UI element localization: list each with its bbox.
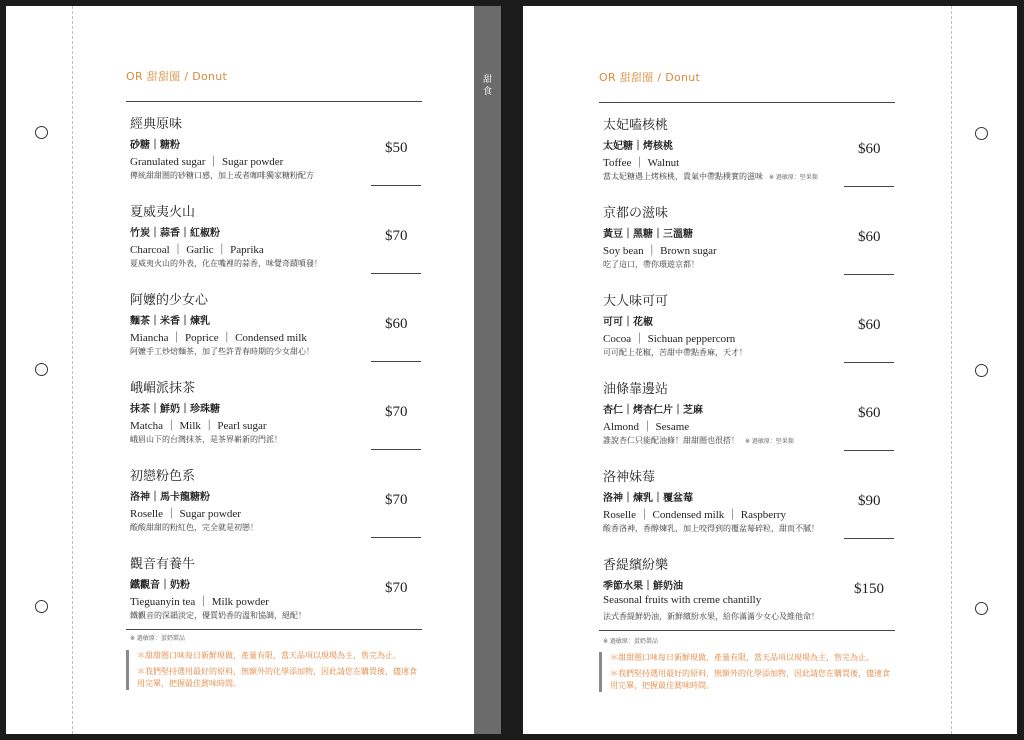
item-divider [844, 538, 894, 539]
item-ingredients: 季節水果｜鮮奶油 [603, 581, 683, 592]
item-english: Seasonal fruits with creme chantilly [603, 594, 762, 606]
item-name: 峨嵋派抹茶 [130, 381, 196, 396]
menu-item [601, 290, 897, 378]
divider-tab-label: 甜食 [482, 75, 492, 97]
item-divider [844, 450, 894, 451]
item-description: 酸酸甜甜的粉紅色，完全就是初戀！ [130, 523, 258, 532]
item-price: $70 [385, 580, 408, 596]
top-rule [126, 101, 422, 102]
note-fresh: ＊甜甜圈口味每日新鮮現做，產量有限，當天品項以現場為主，售完為止。 [610, 653, 874, 662]
item-price: $50 [385, 140, 408, 156]
item-price: $90 [858, 493, 881, 509]
menu-item [601, 202, 897, 290]
menu-item [128, 201, 424, 289]
item-ingredients: 可可｜花椒 [603, 317, 653, 328]
item-english: Matcha ｜ Milk ｜ Pearl sugar [130, 420, 267, 432]
menu-item [128, 553, 424, 641]
binder-hole [975, 602, 988, 615]
item-price: $70 [385, 404, 408, 420]
item-divider [371, 449, 421, 450]
item-ingredients: 竹炭｜蒜香｜紅椒粉 [130, 228, 220, 239]
item-description: 當太妃糖遇上烤核桃，貴氣中帶點樸實的滋味 ※ 過敏原：堅果類 [603, 172, 818, 181]
item-divider [844, 186, 894, 187]
item-english: Soy bean ｜ Brown sugar [603, 245, 717, 257]
item-english: Charcoal ｜ Garlic ｜ Paprika [130, 244, 264, 256]
menu-item [601, 466, 897, 554]
item-description: 夏威夷火山的外表，化在嘴裡的蒜香，味覺奇蹟噴發！ [130, 259, 322, 268]
item-description: 吃了這口，帶你環遊京都！ [603, 260, 699, 269]
menu-page-left [6, 6, 474, 734]
item-ingredients: 麵茶｜米香｜煉乳 [130, 316, 210, 327]
item-name: 太妃嗑核桃 [603, 118, 669, 133]
item-description: 酸香洛神，香醇煉乳，加上咬得到的覆盆莓碎粒，甜而不膩！ [603, 524, 819, 533]
item-price: $70 [385, 228, 408, 244]
item-price: $60 [858, 405, 881, 421]
item-ingredients: 黃豆｜黑糖｜三溫糖 [603, 229, 693, 240]
binder-hole [35, 126, 48, 139]
item-price: $60 [858, 317, 881, 333]
note-ingredients: ＊我們堅持選用最好的原料，無額外的化學添加物，因此請您在購買後，儘速食 用完畢，把握最佳賞味時間。 [610, 669, 906, 690]
item-description: 阿嬤手工炒焙麵茶，加了些許青春時期的少女甜心！ [130, 347, 314, 356]
menu-item [128, 465, 424, 553]
item-english: Miancha ｜ Poprice ｜ Condensed milk [130, 332, 307, 344]
item-allergy-note: ※ 過敏原：堅果類 [769, 174, 818, 181]
item-description: 傳統甜甜圈的砂糖口感，加上或者咖啡獨家糖粉配方 [130, 171, 314, 180]
allergen-note: ※ 過敏原：蛋奶製品 [603, 638, 658, 645]
menu-item [601, 554, 897, 642]
item-name: 大人味可可 [603, 294, 669, 309]
item-price: $60 [385, 316, 408, 332]
item-name: 洛神妹莓 [603, 470, 656, 485]
item-name: 初戀粉色系 [130, 469, 196, 484]
menu-item [601, 114, 897, 202]
item-english: Almond ｜ Sesame [603, 421, 690, 433]
item-ingredients: 洛神｜煉乳｜覆盆莓 [603, 493, 693, 504]
item-price: $60 [858, 229, 881, 245]
item-price: $60 [858, 141, 881, 157]
menu-item [128, 113, 424, 201]
item-description: 可可配上花椒，苦甜中帶點香麻，天才！ [603, 348, 747, 357]
item-divider [844, 362, 894, 363]
binder-hole [975, 127, 988, 140]
menu-page-right [523, 6, 1017, 734]
binder-hole [35, 600, 48, 613]
item-name: 觀音有養牛 [130, 557, 196, 572]
item-name: 油條靠邊站 [603, 382, 669, 397]
item-divider [371, 185, 421, 186]
item-ingredients: 抹茶｜鮮奶｜珍珠糖 [130, 404, 220, 415]
item-description: 峨眉山下的台灣抹茶，是茶界嶄新的門派！ [130, 435, 282, 444]
note-ingredients: ＊我們堅持選用最好的原料，無額外的化學添加物，因此請您在購買後，儘速食 用完畢，把握最佳賞味時間。 [137, 667, 433, 688]
margin-guide [72, 6, 73, 734]
section-divider-tab[interactable] [474, 6, 501, 734]
menu-item [128, 289, 424, 377]
bottom-rule [599, 630, 895, 631]
item-name: 經典原味 [130, 117, 183, 132]
allergen-note: ※ 過敏原：蛋奶製品 [130, 635, 185, 642]
item-description: 誰說杏仁只能配油條！甜甜圈也很搭！ ※ 過敏原：堅果類 [603, 436, 794, 445]
item-name: 阿嬤的少女心 [130, 293, 209, 308]
item-name: 香緹繽紛樂 [603, 558, 669, 573]
item-english: Toffee ｜ Walnut [603, 157, 680, 169]
bottom-rule [126, 629, 422, 630]
item-name: 京都の滋味 [603, 206, 669, 221]
item-allergy-note: ※ 過敏原：堅果類 [745, 438, 794, 445]
item-divider [844, 274, 894, 275]
item-ingredients: 砂糖｜糖粉 [130, 140, 180, 151]
item-english: Roselle ｜ Condensed milk ｜ Raspberry [603, 509, 787, 521]
item-divider [371, 273, 421, 274]
item-name: 夏威夷火山 [130, 205, 196, 220]
item-price: $70 [385, 492, 408, 508]
item-english: Granulated sugar ｜ Sugar powder [130, 156, 284, 168]
note-fresh: ＊甜甜圈口味每日新鮮現做，產量有限，當天品項以現場為主，售完為止。 [137, 651, 401, 660]
margin-guide [951, 6, 952, 734]
item-english: Cocoa ｜ Sichuan peppercorn [603, 333, 736, 345]
item-description: 鐵觀音的深韻淡定，優質奶香的溫和協調，絕配！ [130, 611, 306, 620]
item-english: Tieguanyin tea ｜ Milk powder [130, 596, 269, 608]
brand-title: OR 甜甜圈 / Donut [126, 70, 228, 83]
item-ingredients: 杏仁｜烤杏仁片｜芝麻 [603, 405, 703, 416]
top-rule [599, 102, 895, 103]
item-description: 法式香緹鮮奶油，新鮮繽紛水果，給你滿滿少女心及維他命！ [603, 612, 819, 621]
item-english: Roselle ｜ Sugar powder [130, 508, 241, 520]
item-ingredients: 洛神｜馬卡龍糖粉 [130, 492, 210, 503]
item-divider [371, 361, 421, 362]
notes-block [126, 650, 433, 690]
item-price: $150 [854, 581, 884, 597]
notes-block [599, 652, 906, 692]
item-ingredients: 鐵觀音｜奶粉 [130, 580, 190, 591]
binder-hole [975, 364, 988, 377]
menu-item [128, 377, 424, 465]
menu-item [601, 378, 897, 466]
brand-title: OR 甜甜圈 / Donut [599, 71, 701, 84]
binder-hole [35, 363, 48, 376]
item-divider [371, 537, 421, 538]
item-ingredients: 太妃糖｜烤核桃 [603, 141, 673, 152]
